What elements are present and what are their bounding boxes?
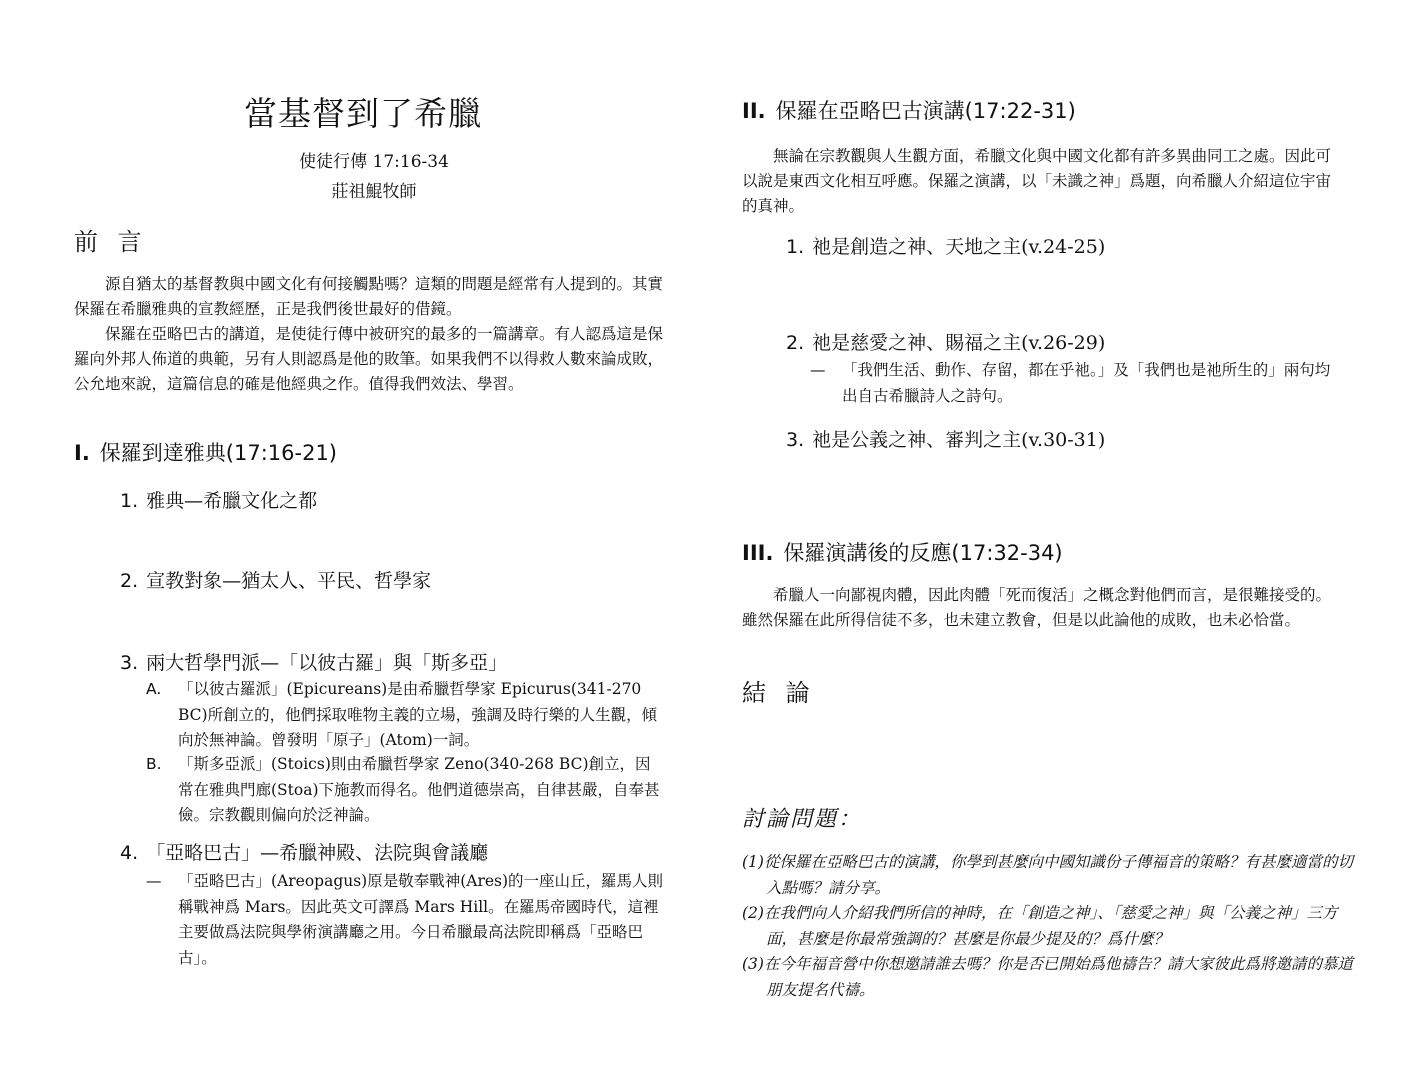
conclusion-heading: 結 論	[742, 679, 816, 707]
section-1-item-4-note: — 「亞略巴古」(Areopagus)原是敬奉戰神(Ares)的一座山丘，羅馬人則稱戰神爲 Mars。因此英文可譯爲 Mars Hill。在羅馬帝國時代，這裡主要做爲法院與學術演講廳之用。今日希臘最高法院即稱爲「亞略巴古」。	[146, 872, 664, 967]
discussion-question-3: (3)在今年福音營中你想邀請誰去嗎？你是否已開始爲他禱告？請大家彼此爲將邀請的慕道朋友提名代禱。	[742, 955, 1353, 999]
discussion-question-2: (2)在我們向人介紹我們所信的神時，在「創造之神」、「慈愛之神」與「公義之神」三方面，甚麼是你最常強調的？甚麼是你最少提及的？爲什麼？	[742, 904, 1338, 948]
author-name: 莊祖鯤牧師	[331, 182, 417, 202]
section-1-item-2: 2. 宣教對象—猶太人、平民、哲學家	[120, 570, 432, 592]
section-1-item-1: 1. 雅典—希臘文化之都	[120, 490, 318, 512]
section-2-item-2: 2. 祂是慈愛之神、賜福之主(v.26-29)	[786, 332, 1106, 354]
section-3-paragraph: 希臘人一向鄙視肉體，因此肉體「死而復活」之概念對他們而言，是很難接受的。雖然保羅在此所得信徒不多，也未建立教會，但是以此論他的成敗，也未必恰當。	[742, 586, 1332, 629]
section-1-heading	[74, 437, 337, 467]
section-1-item-3-sub-a: A. 「以彼古羅派」(Epicureans)是由希臘哲學家 Epicurus(341-270 BC)所創立的，他們採取唯物主義的立場，強調及時行樂的人生觀，傾向於無神論。曾發明「原子」(Atom)一詞。	[146, 680, 658, 749]
section-2-item-1: 1. 祂是創造之神、天地之主(v.24-25)	[786, 236, 1106, 258]
section-2-number: II.	[742, 99, 766, 123]
section-2-item-3: 3. 祂是公義之神、審判之主(v.30-31)	[786, 429, 1106, 451]
discussion-heading: 討論問題：	[742, 807, 863, 832]
section-2-title: 保羅在亞略巴古演講(17:22-31)	[775, 99, 1076, 123]
section-1-title: 保羅到達雅典(17:16-21)	[99, 441, 337, 465]
page-title: 當基督到了希臘	[244, 94, 482, 133]
section-1-item-4: 4. 「亞略巴古」—希臘神殿、法院與會議廳	[120, 842, 489, 864]
intro-heading: 前 言	[74, 228, 148, 256]
section-3-heading	[742, 537, 1063, 567]
discussion-question-1: (1)從保羅在亞略巴古的演講，你學到甚麼向中國知識份子傳福音的策略？有甚麼適當的切入點嗎？請分享。	[742, 853, 1353, 897]
section-1-number: I.	[74, 441, 90, 465]
section-2-paragraph: 無論在宗教觀與人生觀方面，希臘文化與中國文化都有許多異曲同工之處。因此可以說是東西文化相互呼應。保羅之演講，以「未識之神」爲題，向希臘人介紹這位宇宙的真神。	[742, 147, 1332, 215]
section-2-item-2-note: — 「我們生活、動作、存留，都在乎祂。」及「我們也是祂所生的」兩句均出自古希臘詩人之詩句。	[810, 361, 1331, 405]
section-3-number: III.	[742, 541, 774, 565]
scripture-reference: 使徒行傳 17:16-34	[299, 152, 449, 172]
section-1-item-3-sub-b: B. 「斯多亞派」(Stoics)則由希臘哲學家 Zeno(340-268 BC)創立，因常在雅典門廊(Stoa)下施教而得名。他們道德崇高，自律甚嚴，自奉甚儉。宗教觀則偏向於泛神論。	[146, 755, 660, 824]
intro-paragraph-2: 保羅在亞略巴古的講道，是使徒行傳中被研究的最多的一篇講章。有人認爲這是保羅向外邦人佈道的典範，另有人則認爲是他的敗筆。如果我們不以得救人數來論成敗，公允地來說，這篇信息的確是他經典之作。值得我們效法、學習。	[74, 325, 664, 393]
intro-paragraph-1: 源自猶太的基督教與中國文化有何接觸點嗎？這類的問題是經常有人提到的。其實保羅在希臘雅典的宣教經歷，正是我們後世最好的借鏡。	[74, 275, 664, 318]
section-2-heading	[742, 95, 1076, 125]
section-1-item-3: 3. 兩大哲學門派—「以彼古羅」與「斯多亞」	[120, 652, 508, 674]
section-3-title: 保羅演講後的反應(17:32-34)	[783, 541, 1063, 565]
